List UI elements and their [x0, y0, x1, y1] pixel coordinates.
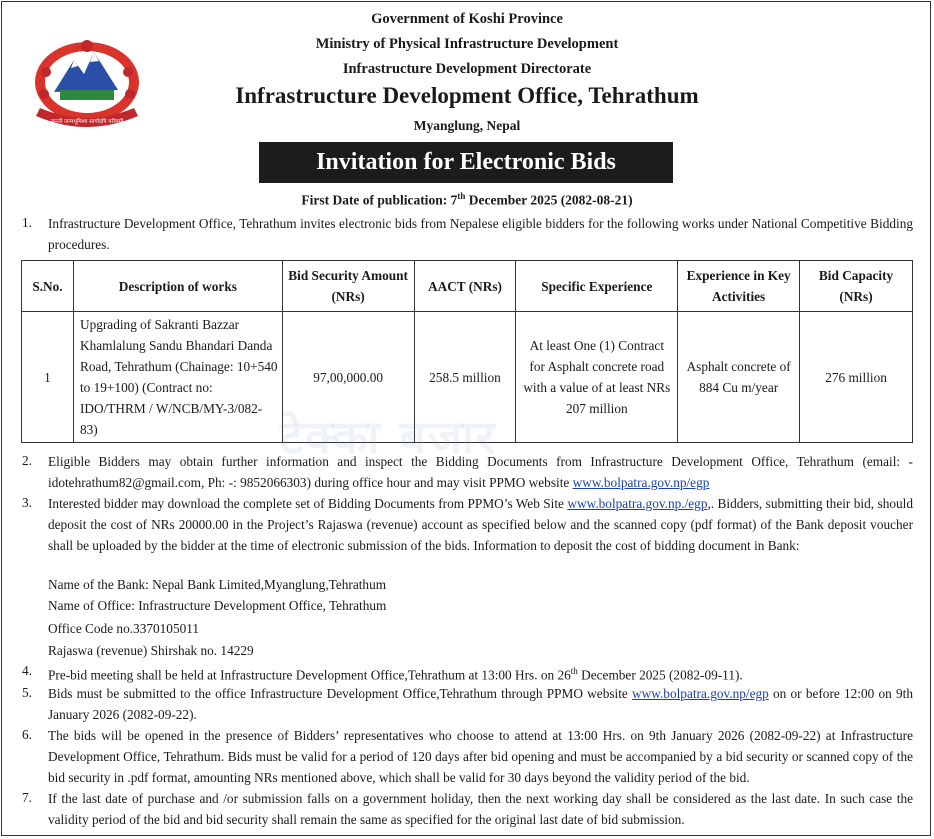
cell-bid-capacity: 276 million — [800, 312, 913, 443]
item-number-5: 5. — [22, 685, 32, 700]
col-header-description: Description of works — [73, 261, 282, 312]
header-office: Infrastructure Development Office, Tehrathum — [235, 83, 699, 108]
paragraph-2: Eligible Bidders may obtain further information and inspect the Bidding Documents from Infrastructure Development Office, Tehrathum (email: - idotehrathum82@gmail.com, Ph: -: 9852066303) during office hour and may visit PPMO website www.bolpatra.gov.np/egp — [48, 454, 913, 490]
title-banner: Invitation for Electronic Bids — [259, 142, 673, 183]
header-location: Myanglung, Nepal — [413, 118, 521, 133]
paragraph-4: Pre-bid meeting shall be held at Infrastructure Development Office,Tehrathum at 13:00 Hrs. on 26th December 2025 (2082-09-11). — [48, 666, 743, 683]
ppmo-submit-link[interactable]: www.bolpatra.gov.np/egp — [632, 686, 769, 701]
header-ministry: Ministry of Physical Infrastructure Development — [315, 36, 619, 52]
col-header-aact: AACT (NRs) — [414, 261, 516, 312]
office-code: Office Code no.3370105011 — [48, 621, 200, 636]
cell-bid-security: 97,00,000.00 — [282, 312, 414, 443]
col-header-key-activities: Experience in Key Activities — [678, 261, 800, 312]
rajaswa-number: Rajaswa (revenue) Shirshak no. 14229 — [48, 643, 254, 658]
header-government: Government of Koshi Province — [371, 11, 563, 27]
cell-description: Upgrading of Sakranti Bazzar Khamlalung Sandu Bhandari Danda Road, Tehrathum (Chainage: 10+540 to 19+100) (Contract no: IDO/THRM / W/NCB/MY-3/082-83) — [73, 312, 282, 443]
office-name: Name of Office: Infrastructure Development Office, Tehrathum — [48, 598, 387, 613]
publication-date: First Date of publication: 7th December 2025 (2082-08-21) — [301, 191, 633, 208]
col-header-bid-security: Bid Security Amount (NRs) — [282, 261, 414, 312]
ppmo-link[interactable]: www.bolpatra.gov.np/egp — [572, 475, 710, 490]
col-header-specific-experience: Specific Experience — [516, 261, 678, 312]
paragraph-5: Bids must be submitted to the office Infrastructure Development Office,Tehrathum through PPMO website www.bolpatra.gov.np/egp on or before 12:00 on 9th January 2026 (2082-09-22). — [48, 686, 913, 722]
item-number-2: 2. — [22, 453, 32, 468]
item-number-4: 4. — [22, 663, 32, 678]
col-header-sno: S.No. — [22, 261, 74, 312]
item-number-1: 1. — [22, 215, 32, 230]
cell-key-activities: Asphalt concrete of 884 Cu m/year — [678, 312, 800, 443]
watermark: टेक्का बजार — [280, 410, 497, 464]
emblem-motto: जननी जन्मभूमिश्च स्वर्गादपि गरीयसी — [50, 119, 124, 125]
table-header-row — [22, 261, 913, 312]
item-number-7: 7. — [22, 790, 32, 805]
cell-sno: 1 — [22, 312, 74, 443]
ppmo-download-link[interactable]: www.bolpatra.gov.np./egp — [567, 496, 708, 511]
bank-name: Name of the Bank: Nepal Bank Limited,Myanglung,Tehrathum — [48, 577, 387, 592]
paragraph-1: Infrastructure Development Office, Tehrathum invites electronic bids from Nepalese eligible bidders for the following works under National Competitive Bidding procedures. — [48, 216, 913, 252]
cell-specific-experience: At least One (1) Contract for Asphalt concrete road with a value of at least NRs 207 million — [516, 312, 678, 443]
col-header-bid-capacity: Bid Capacity (NRs) — [800, 261, 913, 312]
header-directorate: Infrastructure Development Directorate — [342, 61, 592, 77]
paragraph-7: If the last date of purchase and /or submission falls on a government holiday, then the next working day shall be considered as the last date. In such case the validity period of the bid and bid security shall remain the same as specified for the original last date of bid submission. — [48, 791, 913, 827]
item-number-6: 6. — [22, 727, 32, 742]
cell-aact: 258.5 million — [414, 312, 516, 443]
item-number-3: 3. — [22, 495, 32, 510]
paragraph-6: The bids will be opened in the presence of Bidders’ representatives who choose to attend at 13:00 Hrs. on 9th January 2026 (2082-09-22) at Infrastructure Development Office, Tehrathum. Bids must be valid for a period of 120 days after bid opening and must be accompanied by a bid security or scanned copy of the bid security in .pdf format, amounting NRs mentioned above, which shall be valid for 30 days beyond the validity period of the bid. — [48, 728, 913, 785]
paragraph-3: Interested bidder may download the complete set of Bidding Documents from PPMO’s Web Site www.bolpatra.gov.np./egp,. Bidders, submitting their bid, should deposit the cost of NRs 20000.00 in the Project’s Rajaswa (revenue) account as specified below and the scanned copy (pdf format) of the Bank deposit voucher shall be uploaded by the bidder at the time of electronic submission of the bids. Information to deposit the cost of bidding document in Bank: — [48, 496, 913, 553]
